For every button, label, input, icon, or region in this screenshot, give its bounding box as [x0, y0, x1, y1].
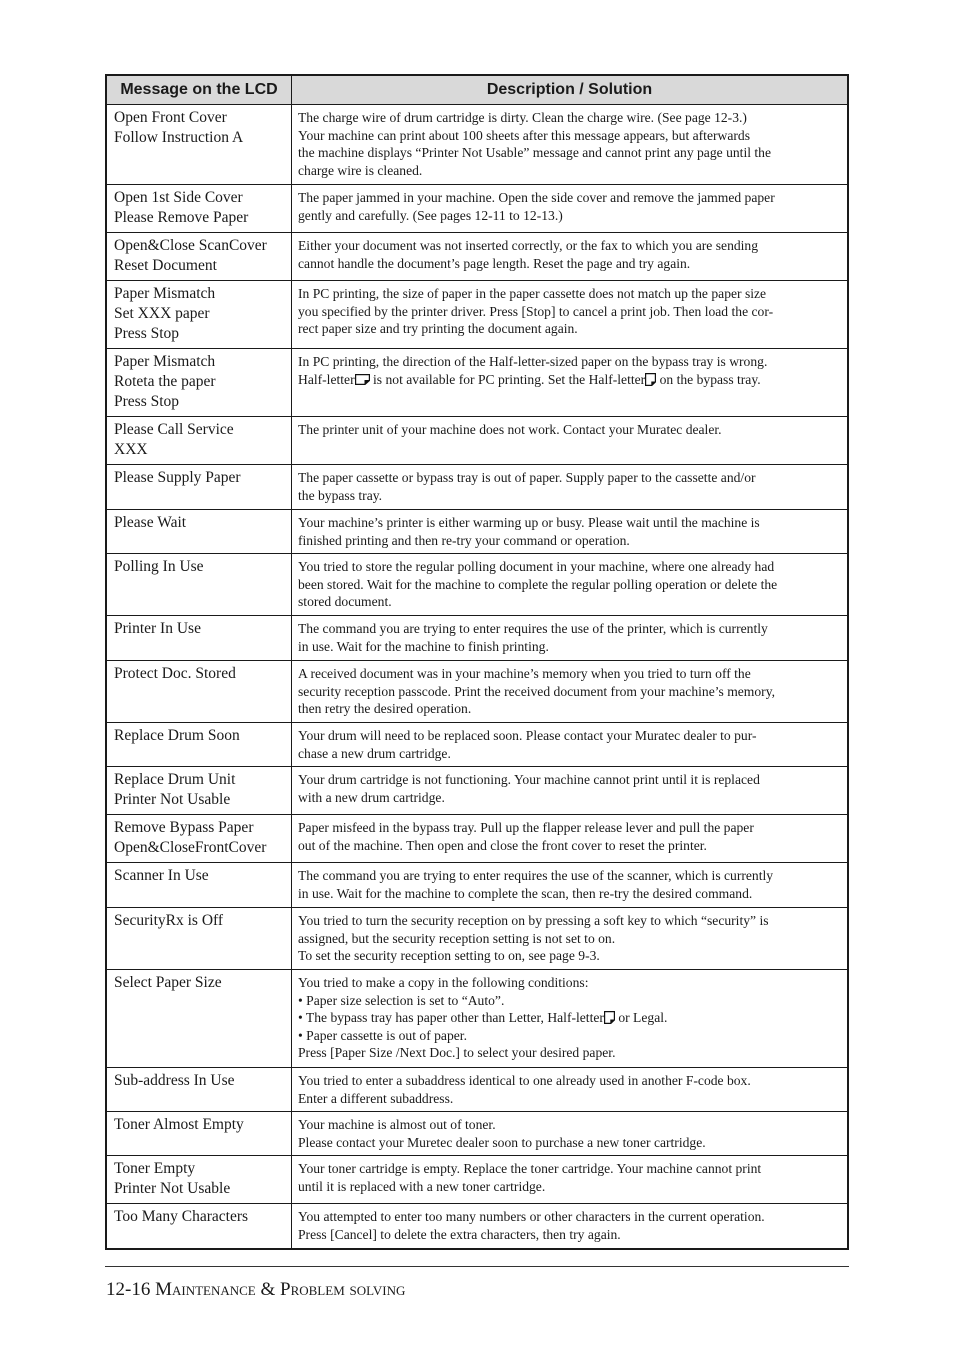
lcd-message-line: Please Supply Paper	[114, 469, 241, 486]
description-cell	[292, 349, 849, 417]
description-line: Press [Paper Size /Next Doc.] to select your desired paper.	[298, 1045, 616, 1060]
description-line: Please contact your Muretec dealer soon to purchase a new toner cartridge.	[298, 1134, 706, 1150]
table-row	[106, 908, 848, 970]
lcd-message-line: Replace Drum Soon	[114, 727, 240, 744]
description-line: with a new drum cartridge.	[298, 789, 445, 805]
landscape-paper-icon	[355, 374, 370, 385]
lcd-message-line: Scanner In Use	[114, 867, 209, 884]
lcd-message-line: SecurityRx is Off	[114, 912, 224, 929]
description-line: The command you are trying to enter requires the use of the printer, which is currently	[298, 621, 768, 636]
table-row	[106, 233, 848, 281]
page-number: 12-16	[106, 1279, 151, 1300]
description-line: • Paper size selection is set to “Auto”.	[298, 992, 505, 1008]
lcd-message-cell	[106, 661, 292, 723]
description-line: In PC printing, the direction of the Half-letter-sized paper on the bypass tray is wrong.	[298, 354, 768, 369]
header-description: Description / Solution	[292, 75, 849, 105]
description-cell	[292, 105, 849, 185]
description-line: Paper misfeed in the bypass tray. Pull up the flapper release lever and pull the paper	[298, 820, 754, 835]
lcd-message-cell	[106, 105, 292, 185]
description-line	[298, 371, 841, 389]
description-cell	[292, 1156, 849, 1204]
lcd-message-line: Polling In Use	[114, 558, 204, 575]
lcd-message-line: Open Front Cover	[114, 109, 227, 126]
lcd-message-line: XXX	[114, 441, 148, 458]
description-line: You tried to enter a subaddress identical to one already used in another F-code box.	[298, 1073, 751, 1088]
description-cell	[292, 417, 849, 465]
table-row	[106, 616, 848, 661]
description-cell	[292, 661, 849, 723]
lcd-message-line: Please Wait	[114, 514, 187, 531]
table-row	[106, 767, 848, 815]
description-line: out of the machine. Then open and close the front cover to reset the printer.	[298, 837, 707, 853]
description-line: Either your document was not inserted correctly, or the fax to which you are sending	[298, 238, 759, 253]
lcd-message-cell	[106, 417, 292, 465]
table-row	[106, 1068, 848, 1112]
description-line: in use. Wait for the machine to finish printing.	[298, 638, 549, 654]
description-line: To set the security reception setting to on, see page 9-3.	[298, 948, 600, 963]
table-row	[106, 863, 848, 908]
description-line: chase a new drum cartridge.	[298, 745, 451, 761]
lcd-message-line: Printer Not Usable	[114, 1180, 231, 1197]
lcd-message-line: Press Stop	[114, 325, 180, 342]
description-cell	[292, 510, 849, 554]
description-line: Enter a different subaddress.	[298, 1090, 454, 1106]
lcd-message-line: Replace Drum Unit	[114, 771, 236, 788]
table-row	[106, 970, 848, 1068]
footer-rule	[105, 1266, 849, 1267]
portrait-paper-icon	[604, 1011, 615, 1024]
description-line: Your drum cartridge is not functioning. Your machine cannot print until it is replaced	[298, 772, 760, 787]
description-line: assigned, but the security reception setting is not set to on.	[298, 930, 616, 946]
description-cell	[292, 616, 849, 661]
lcd-message-cell	[106, 767, 292, 815]
description-line: finished printing and then re-try your command or operation.	[298, 532, 630, 548]
portrait-paper-icon	[645, 373, 656, 386]
description-line: The printer unit of your machine does not work. Contact your Muratec dealer.	[298, 422, 722, 437]
description-text: or Legal.	[614, 1010, 668, 1025]
description-line: in use. Wait for the machine to complete the scan, then re-try the desired command.	[298, 885, 753, 901]
lcd-message-line: Printer Not Usable	[114, 791, 231, 808]
description-line: cannot handle the document’s page length. Reset the page and try again.	[298, 255, 691, 271]
page-footer	[106, 1279, 405, 1301]
description-line: stored document.	[298, 594, 392, 609]
lcd-message-line: Too Many Characters	[114, 1208, 249, 1225]
lcd-message-line: Paper Mismatch	[114, 285, 216, 302]
lcd-message-line: Toner Almost Empty	[114, 1116, 244, 1133]
description-line: Your drum will need to be replaced soon. Please contact your Muratec dealer to pur-	[298, 728, 757, 743]
lcd-message-line: Remove Bypass Paper	[114, 819, 254, 836]
section-title: Maintenance & Problem solving	[155, 1279, 406, 1300]
description-line: charge wire is cleaned.	[298, 162, 423, 178]
description-line	[298, 1009, 841, 1027]
table-row	[106, 185, 848, 233]
description-line: Your machine is almost out of toner.	[298, 1117, 496, 1132]
description-cell	[292, 233, 849, 281]
description-cell	[292, 815, 849, 863]
description-text: on the bypass tray.	[656, 371, 761, 387]
table-header-row	[106, 75, 848, 105]
description-line: You tried to make a copy in the following conditions:	[298, 975, 589, 990]
description-line: You attempted to enter too many numbers or other characters in the current operation.	[298, 1209, 765, 1224]
lcd-message-cell	[106, 465, 292, 510]
description-cell	[292, 863, 849, 908]
lcd-message-line: Paper Mismatch	[114, 353, 216, 370]
lcd-message-line: Please Remove Paper	[114, 209, 249, 226]
table-row	[106, 281, 848, 349]
header-message: Message on the LCD	[106, 75, 292, 105]
description-cell	[292, 185, 849, 233]
description-text: is not available for PC printing. Set the Half-letter	[369, 371, 646, 387]
lcd-message-cell	[106, 616, 292, 661]
description-line: the bypass tray.	[298, 487, 383, 503]
description-cell	[292, 1112, 849, 1156]
table-row	[106, 723, 848, 767]
lcd-message-cell	[106, 970, 292, 1068]
description-cell	[292, 723, 849, 767]
description-line: gently and carefully. (See pages 12-11 to 12-13.)	[298, 207, 563, 223]
description-line: until it is replaced with a new toner cartridge.	[298, 1178, 546, 1194]
table-row	[106, 510, 848, 554]
description-line: Your machine can print about 100 sheets after this message appears, but afterwards	[298, 127, 750, 143]
lcd-message-line: Sub-address In Use	[114, 1072, 235, 1089]
lcd-message-cell	[106, 281, 292, 349]
table-row	[106, 554, 848, 616]
description-line: The charge wire of drum cartridge is dirty. Clean the charge wire. (See page 12-3.)	[298, 110, 747, 125]
lcd-message-line: Open&CloseFrontCover	[114, 839, 267, 856]
lcd-message-cell	[106, 723, 292, 767]
description-line: In PC printing, the size of paper in the paper cassette does not match up the paper size	[298, 286, 767, 301]
lcd-message-line: Reset Document	[114, 257, 217, 274]
description-line: you specified by the printer driver. Press [Stop] to cancel a print job. Then load the cor-	[298, 303, 774, 319]
lcd-message-line: Open 1st Side Cover	[114, 189, 243, 206]
description-line: Press [Cancel] to delete the extra characters, then try again.	[298, 1226, 621, 1242]
lcd-message-cell	[106, 233, 292, 281]
table-row	[106, 1204, 848, 1249]
description-line: then retry the desired operation.	[298, 701, 472, 716]
description-line: Your toner cartridge is empty. Replace the toner cartridge. Your machine cannot print	[298, 1161, 762, 1176]
lcd-message-line: Select Paper Size	[114, 974, 222, 991]
table-row	[106, 815, 848, 863]
description-line: The command you are trying to enter requires the use of the scanner, which is currently	[298, 868, 774, 883]
lcd-message-line: Set XXX paper	[114, 305, 210, 322]
table-row	[106, 465, 848, 510]
description-line: security reception passcode. Print the received document from your machine’s memory,	[298, 683, 776, 699]
lcd-message-line: Roteta the paper	[114, 373, 216, 390]
table-row	[106, 417, 848, 465]
lcd-message-cell	[106, 863, 292, 908]
description-line: • Paper cassette is out of paper.	[298, 1027, 467, 1043]
description-line: You tried to turn the security reception on by pressing a soft key to which “security” is	[298, 913, 769, 928]
description-line: been stored. Wait for the machine to complete the regular polling operation or delete the	[298, 576, 778, 592]
lcd-messages-table	[105, 74, 849, 1250]
description-line: Your machine’s printer is either warming up or busy. Please wait until the machine is	[298, 515, 760, 530]
lcd-message-cell	[106, 1112, 292, 1156]
lcd-message-line: Please Call Service	[114, 421, 234, 438]
description-line: You tried to store the regular polling document in your machine, where one already had	[298, 559, 775, 574]
lcd-message-line: Toner Empty	[114, 1160, 196, 1177]
description-cell	[292, 554, 849, 616]
table-row	[106, 1156, 848, 1204]
lcd-message-line: Open&Close ScanCover	[114, 237, 267, 254]
lcd-message-line: Follow Instruction A	[114, 129, 244, 146]
table-row	[106, 349, 848, 417]
lcd-message-cell	[106, 908, 292, 970]
description-cell	[292, 465, 849, 510]
lcd-message-cell	[106, 1156, 292, 1204]
description-cell	[292, 281, 849, 349]
description-cell	[292, 970, 849, 1068]
description-text: Half-letter	[298, 371, 355, 387]
description-line: The paper cassette or bypass tray is out of paper. Supply paper to the cassette and/or	[298, 470, 756, 485]
description-text: • The bypass tray has paper other than Letter, Half-letter	[298, 1010, 604, 1025]
lcd-message-cell	[106, 554, 292, 616]
description-cell	[292, 1204, 849, 1249]
description-cell	[292, 908, 849, 970]
description-line: The paper jammed in your machine. Open the side cover and remove the jammed paper	[298, 190, 775, 205]
lcd-message-line: Press Stop	[114, 393, 180, 410]
table-row	[106, 1112, 848, 1156]
description-line: rect paper size and try printing the document again.	[298, 321, 578, 336]
lcd-message-cell	[106, 1204, 292, 1249]
description-line: A received document was in your machine’s memory when you tried to turn off the	[298, 666, 751, 681]
table-row	[106, 105, 848, 185]
lcd-message-cell	[106, 349, 292, 417]
lcd-message-cell	[106, 1068, 292, 1112]
description-line: the machine displays “Printer Not Usable” message and cannot print any page until the	[298, 145, 772, 160]
table-row	[106, 661, 848, 723]
lcd-message-line: Protect Doc. Stored	[114, 665, 236, 682]
description-cell	[292, 1068, 849, 1112]
lcd-message-cell	[106, 510, 292, 554]
lcd-message-cell	[106, 815, 292, 863]
lcd-message-line: Printer In Use	[114, 620, 201, 637]
lcd-message-cell	[106, 185, 292, 233]
description-cell	[292, 767, 849, 815]
